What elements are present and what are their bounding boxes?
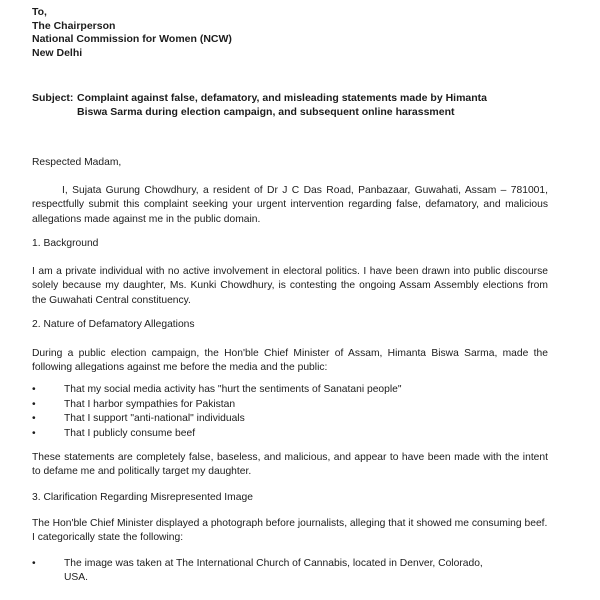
bullet-icon: •	[32, 427, 36, 439]
allegations-list	[32, 383, 402, 441]
list-item	[32, 427, 402, 442]
background-paragraph: I am a private individual with no active involvement in electoral politics. I have been drawn into public discourse solely because my daughter, Ms. Kunki Chowdhury, is contesting the ongoing Assam Assembly elections from the Guwahati Central constituency.	[32, 266, 548, 306]
recipient-title: The Chairperson	[32, 19, 116, 32]
list-item	[32, 398, 402, 413]
salutation: Respected Madam,	[32, 157, 122, 168]
list-item-text: That my social media activity has "hurt the sentiments of Sanatani people"	[64, 384, 402, 395]
list-item-text: That I harbor sympathies for Pakistan	[64, 398, 236, 410]
clarification-paragraph: The Hon'ble Chief Minister displayed a photograph before journalists, alleging that it showed me consuming beef. I categorically state the following:	[32, 518, 548, 544]
bullet-icon: •	[32, 413, 36, 425]
salutation-to: To,	[32, 6, 47, 18]
list-item-text: The image was taken at The International Church of Cannabis, located in Denver, Colorado, USA.	[64, 558, 483, 584]
subject-text: Complaint against false, defamatory, and misleading statements made by Himanta Biswa Sarma during election campaign, and subsequent online harassment	[77, 92, 487, 118]
list-item	[32, 412, 402, 427]
list-item	[32, 383, 402, 398]
recipient-city: New Delhi	[32, 46, 83, 59]
bullet-icon: •	[32, 398, 36, 410]
recipient-address	[32, 6, 232, 60]
section-heading-clarification: 3. Clarification Regarding Misrepresented Image	[32, 492, 253, 503]
recipient-organization: National Commission for Women (NCW)	[32, 33, 232, 46]
section-heading-background: 1. Background	[32, 238, 99, 249]
bullet-icon: •	[32, 384, 36, 395]
list-item-text: That I support "anti-national" individuals	[64, 413, 245, 425]
subject-label: Subject:	[32, 92, 74, 104]
section-heading-allegations: 2. Nature of Defamatory Allegations	[32, 319, 195, 330]
conclusion-paragraph: These statements are completely false, baseless, and malicious, and appear to have been made with the intent to defame me and politically target my daughter.	[32, 452, 548, 478]
clarification-list	[32, 557, 484, 586]
allegations-paragraph: During a public election campaign, the Hon'ble Chief Minister of Assam, Himanta Biswa Sarma, made the following allegations against me before the media and the public:	[32, 348, 548, 374]
intro-paragraph: I, Sujata Gurung Chowdhury, a resident of Dr J C Das Road, Panbazaar, Guwahati, Assam – 781001, respectfully submit this complaint seeking your urgent intervention regarding false, defamatory, and malicious allegations made against me in the public domain.	[32, 185, 548, 225]
bullet-icon: •	[32, 558, 36, 569]
list-item-text: That I publicly consume beef	[64, 427, 196, 439]
